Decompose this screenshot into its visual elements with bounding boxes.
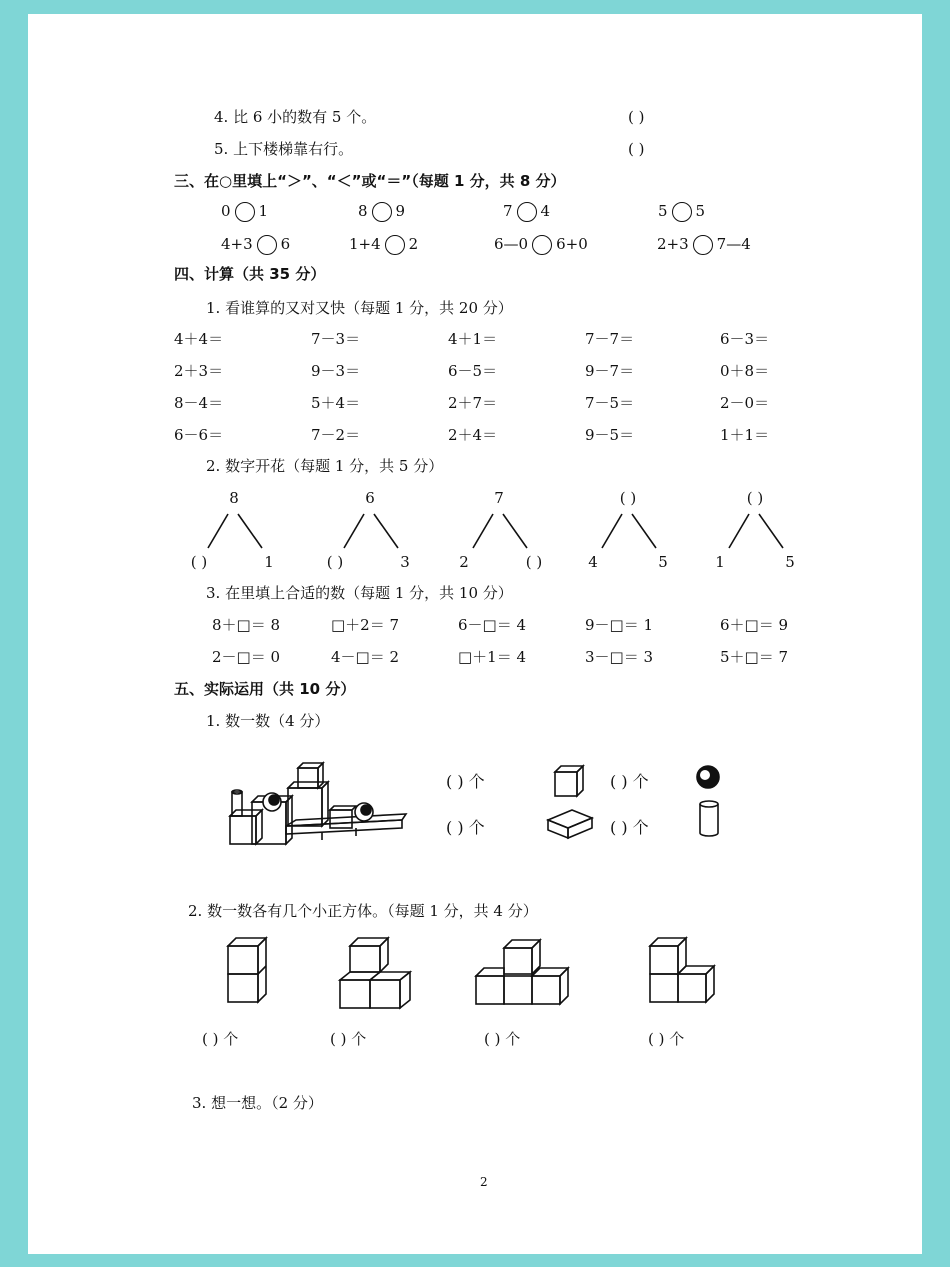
cube-icon xyxy=(553,764,585,798)
calc-problem[interactable]: 7－7＝ xyxy=(585,330,635,348)
compare-circle[interactable] xyxy=(257,235,277,255)
count-answer-cuboid[interactable]: ( ) 个 xyxy=(446,818,485,837)
compare-item: 6—0 6+0 xyxy=(494,235,588,253)
flower-top[interactable]: ( ) xyxy=(746,489,764,507)
compare-circle[interactable] xyxy=(672,202,692,222)
flower-branches xyxy=(194,512,274,552)
cylinder-icon xyxy=(698,799,720,839)
worksheet-page xyxy=(28,14,922,1254)
section5-sub3: 3. 想一想。（2 分） xyxy=(192,1094,323,1112)
compare-item: 5 5 xyxy=(658,202,706,220)
flower-branch-right xyxy=(374,514,398,548)
calc-problem[interactable]: 6－6＝ xyxy=(174,426,224,444)
fill-problem[interactable]: □＋2＝ 7 xyxy=(331,616,400,634)
flower-right[interactable]: ( ) xyxy=(525,553,543,571)
flower-branch-left xyxy=(602,514,622,548)
cuboid-icon xyxy=(546,806,594,840)
calc-problem[interactable]: 5＋4＝ xyxy=(311,394,361,412)
cube-answer-2[interactable]: ( ) 个 xyxy=(330,1030,367,1048)
compare-circle[interactable] xyxy=(385,235,405,255)
calc-problem[interactable]: 1＋1＝ xyxy=(720,426,770,444)
calc-problem[interactable]: 7－5＝ xyxy=(585,394,635,412)
cube-stack-1 xyxy=(226,936,270,1006)
flower-branch-right xyxy=(632,514,656,548)
fill-problem[interactable]: 4－□＝ 2 xyxy=(331,648,400,666)
count-answer-cube[interactable]: ( ) 个 xyxy=(446,772,485,791)
flower-top[interactable]: 8 xyxy=(229,489,239,507)
cube-answer-3[interactable]: ( ) 个 xyxy=(484,1030,521,1048)
flower-branches xyxy=(330,512,410,552)
calc-problem[interactable]: 6－5＝ xyxy=(448,362,498,380)
section4-title: 四、计算（共 35 分） xyxy=(174,265,326,283)
compare-item: 2+3 7—4 xyxy=(657,235,751,253)
count-answer-cylinder[interactable]: ( ) 个 xyxy=(610,818,649,837)
calc-problem[interactable]: 9－3＝ xyxy=(311,362,361,380)
cube-answer-4[interactable]: ( ) 个 xyxy=(648,1030,685,1048)
compare-circle[interactable] xyxy=(532,235,552,255)
calc-problem[interactable]: 2－0＝ xyxy=(720,394,770,412)
flower-branch-left xyxy=(729,514,749,548)
flower-right[interactable]: 1 xyxy=(264,553,274,571)
calc-problem[interactable]: 2＋3＝ xyxy=(174,362,224,380)
flower-right[interactable]: 3 xyxy=(400,553,410,571)
cube-stack-2 xyxy=(338,934,418,1010)
fill-problem[interactable]: 6＋□＝ 9 xyxy=(720,616,789,634)
flower-branches xyxy=(588,512,668,552)
section5-sub2: 2. 数一数各有几个小正方体。（每题 1 分，共 4 分） xyxy=(188,902,538,920)
flower-branch-left xyxy=(473,514,493,548)
flower-right[interactable]: 5 xyxy=(785,553,795,571)
calc-problem[interactable]: 0＋8＝ xyxy=(720,362,770,380)
calc-problem[interactable]: 7－2＝ xyxy=(311,426,361,444)
compare-item: 8 9 xyxy=(358,202,406,220)
fill-problem[interactable]: 5＋□＝ 7 xyxy=(720,648,789,666)
flower-branch-right xyxy=(759,514,783,548)
compare-circle[interactable] xyxy=(517,202,537,222)
compare-circle[interactable] xyxy=(693,235,713,255)
fill-problem[interactable]: 3－□＝ 3 xyxy=(585,648,654,666)
compare-item: 4+3 6 xyxy=(221,235,291,253)
calc-problem[interactable]: 9－5＝ xyxy=(585,426,635,444)
count-answer-sphere[interactable]: ( ) 个 xyxy=(610,772,649,791)
judge-answer-5[interactable]: ( ) xyxy=(628,140,645,158)
flower-left[interactable]: ( ) xyxy=(190,553,208,571)
calc-problem[interactable]: 8－4＝ xyxy=(174,394,224,412)
cube-stack-4 xyxy=(648,936,718,1006)
flower-branches xyxy=(715,512,795,552)
cube-stack-3 xyxy=(474,934,574,1006)
fill-problem[interactable]: 9－□＝ 1 xyxy=(585,616,654,634)
calc-problem[interactable]: 2＋7＝ xyxy=(448,394,498,412)
calc-problem[interactable]: 7－3＝ xyxy=(311,330,361,348)
compare-circle[interactable] xyxy=(235,202,255,222)
calc-problem[interactable]: 6－3＝ xyxy=(720,330,770,348)
section4-sub1: 1. 看谁算的又对又快（每题 1 分，共 20 分） xyxy=(206,299,513,317)
flower-branches xyxy=(459,512,539,552)
flower-branch-left xyxy=(344,514,364,548)
flower-branch-right xyxy=(503,514,527,548)
compare-item: 0 1 xyxy=(221,202,269,220)
fill-problem[interactable]: 6－□＝ 4 xyxy=(458,616,527,634)
flower-branch-right xyxy=(238,514,262,548)
flower-left[interactable]: 4 xyxy=(588,553,598,571)
calc-problem[interactable]: 2＋4＝ xyxy=(448,426,498,444)
judge-item-5: 5. 上下楼梯靠右行。 xyxy=(214,140,354,158)
flower-right[interactable]: 5 xyxy=(658,553,668,571)
calc-problem[interactable]: 4＋1＝ xyxy=(448,330,498,348)
calc-problem[interactable]: 9－7＝ xyxy=(585,362,635,380)
section5-sub1: 1. 数一数（4 分） xyxy=(206,712,330,730)
section4-sub2: 2. 数字开花（每题 1 分，共 5 分） xyxy=(206,457,444,475)
sphere-icon xyxy=(695,764,721,790)
page-number: 2 xyxy=(480,1175,488,1189)
flower-branch-left xyxy=(208,514,228,548)
flower-top[interactable]: 7 xyxy=(494,489,504,507)
section5-title: 五、实际运用（共 10 分） xyxy=(174,680,356,698)
judge-answer-4[interactable]: ( ) xyxy=(628,108,645,126)
flower-left[interactable]: 2 xyxy=(459,553,469,571)
compare-circle[interactable] xyxy=(372,202,392,222)
compare-item: 1+4 2 xyxy=(349,235,419,253)
compare-item: 7 4 xyxy=(503,202,551,220)
toy-train-picture xyxy=(226,758,406,850)
fill-problem[interactable]: □＋1＝ 4 xyxy=(458,648,527,666)
cube-answer-1[interactable]: ( ) 个 xyxy=(202,1030,239,1048)
section4-sub3: 3. 在里填上合适的数（每题 1 分，共 10 分） xyxy=(206,584,513,602)
flower-left[interactable]: ( ) xyxy=(326,553,344,571)
judge-item-4: 4. 比 6 小的数有 5 个。 xyxy=(214,108,377,126)
flower-left[interactable]: 1 xyxy=(715,553,725,571)
flower-top[interactable]: 6 xyxy=(365,489,375,507)
fill-problem[interactable]: 2－□＝ 0 xyxy=(212,648,281,666)
calc-problem[interactable]: 4＋4＝ xyxy=(174,330,224,348)
flower-top[interactable]: ( ) xyxy=(619,489,637,507)
section3-title: 三、在○里填上“＞”、“＜”或“＝”（每题 1 分，共 8 分） xyxy=(174,172,566,190)
fill-problem[interactable]: 8＋□＝ 8 xyxy=(212,616,281,634)
